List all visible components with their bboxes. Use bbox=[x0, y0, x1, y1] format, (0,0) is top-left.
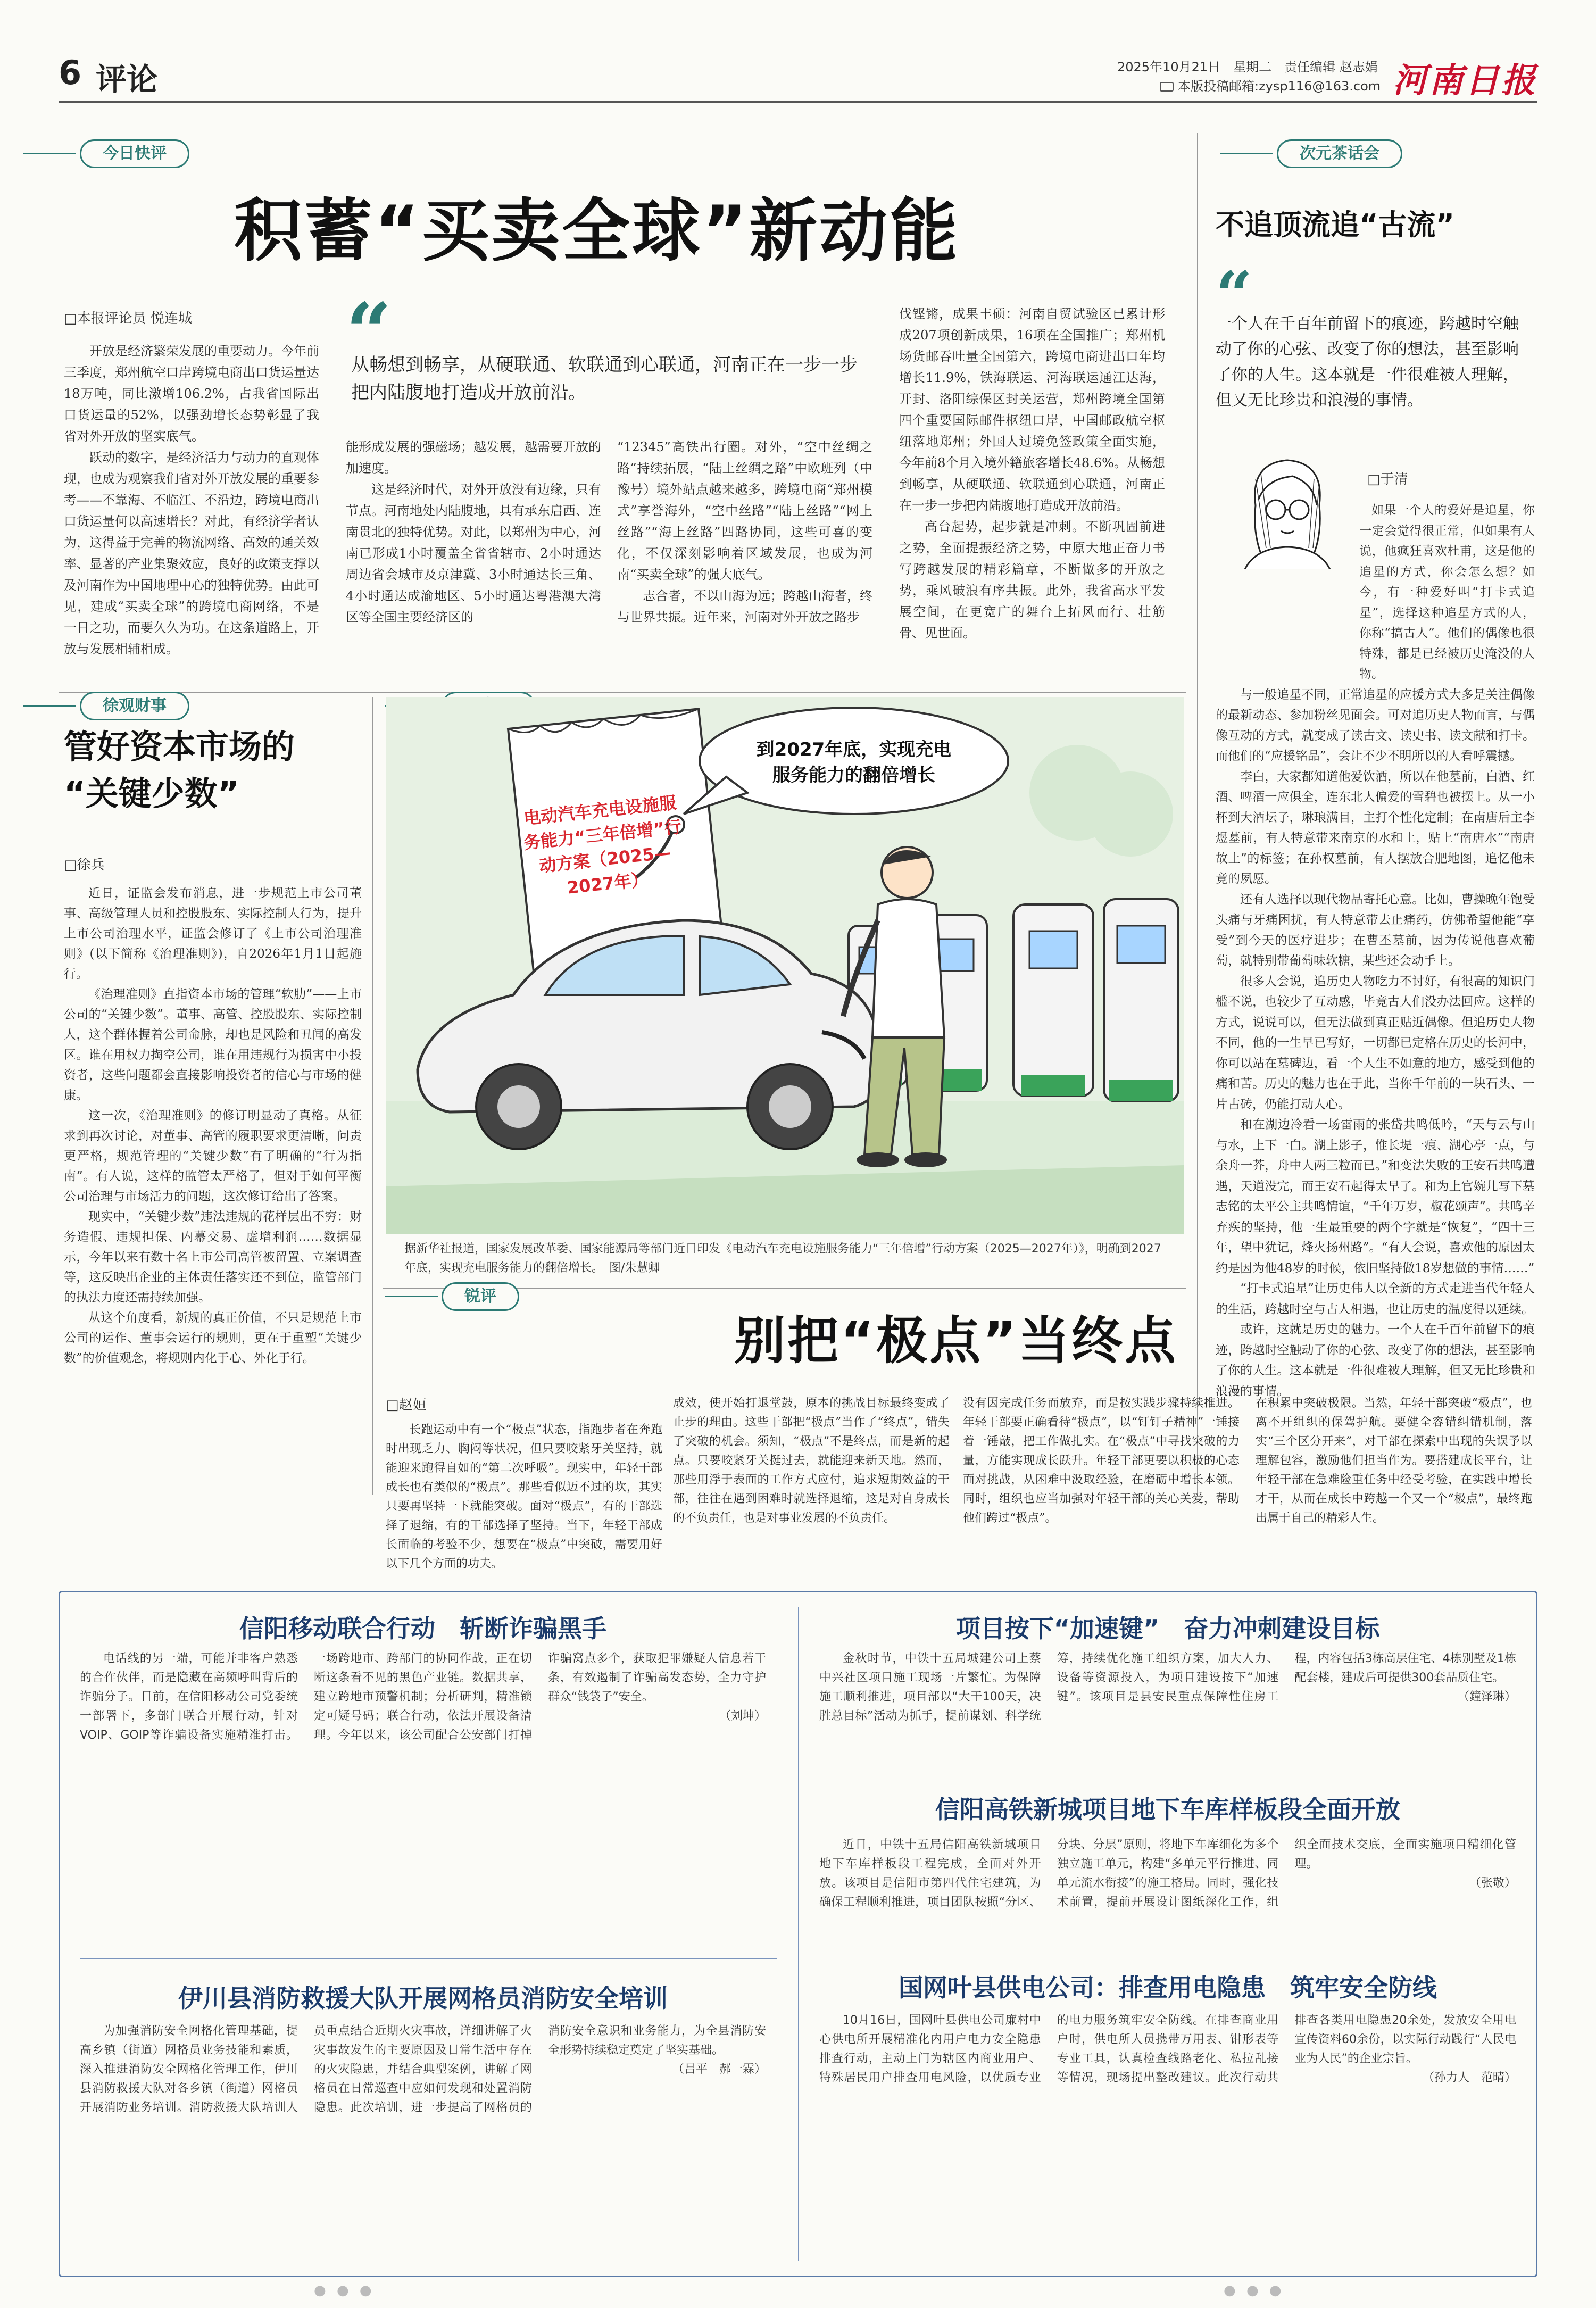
column-divider bbox=[1197, 133, 1198, 1495]
email-text: 本版投稿邮箱:zysp116@163.com bbox=[1178, 79, 1381, 94]
envelope-icon bbox=[1160, 82, 1174, 92]
news-title-1: 信阳移动联合行动 斩断诈骗黑手 bbox=[239, 1614, 606, 1643]
paragraph: 与一般追星不同，正常追星的应援方式大多是关注偶像的最新动态、参加粉丝见面会。可对追历史人物而言，与偶像互动的方式，就变成了读古文、读史书、读文献和打卡。而他们的“应援铭品”，会让不少不明所以的人看呼震撼。 bbox=[1216, 687, 1535, 763]
paragraph: 或许，这就是历史的魅力。一个人在千百年前留下的痕迹，跨越时空触动了你的心弦、改变了你的想法，甚至影响了你的人生。这本就是一件很难被人理解，但又无比珍贵和浪漫的事情。 bbox=[1216, 1323, 1535, 1398]
doc-title: 电动汽车充电设施服务能力“三年倍增”行动方案（2025—2027年） bbox=[522, 792, 683, 898]
paragraph: “12345”高铁出行圈。对外，“空中丝绸之路”持续拓展，“陆上丝绸之路”中欧班列（中豫号）境外站点越来越多，跨境电商“郑州模式”享誉海外，“空中丝路”“陆上丝路”“网上丝路”“海上丝路”四路协同，这些可喜的变化，不仅深刻影响着区域发展，也成为河南“买卖全球”的强大底气。 bbox=[617, 439, 872, 582]
paragraph: 为加强消防安全网格化管理基础，提高乡镇（街道）网格员业务技能和素质，深入推进消防安全网格化管理工作，伊川县消防救援大队对各乡镇（街道）网格员开展消防业务培训。消防救援大队培训人员重点结合近期火灾事故，详细讲解了火灾事故发生的主要原因及日常生活中存在的火灾隐患，并结合典型案例，讲解了网格员在日常巡查中应如何发现和处置消防隐患。此次培训，进一步提高了网格员的消防安全意识和业务能力，为全县消防安全形势持续稳定奠定了坚实基础。 bbox=[80, 2024, 766, 2114]
section-divider bbox=[80, 1958, 777, 1959]
page-number: 6 bbox=[59, 53, 82, 92]
xu-tag: 徐观财事 bbox=[80, 692, 189, 720]
xu-title bbox=[64, 724, 295, 817]
lead-col3 bbox=[617, 436, 872, 628]
lead-col1 bbox=[64, 341, 319, 660]
news-body-4 bbox=[819, 2011, 1516, 2251]
footer-dots-right: ● ● ● bbox=[1224, 2282, 1285, 2298]
quote-open-icon: “ bbox=[346, 286, 392, 379]
news-credit: （刘坤） bbox=[719, 1709, 766, 1723]
paragraph: 10月16日，国网叶县供电公司廉村中心供电所开展精准化内用户电力安全隐患排查行动，主动上门为辖区内商业用户、特殊居民用户排查用电风险，以优质专业的电力服务筑牢安全防线。在排查商业用户时，供电所人员携带万用表、钳形表等专业工具，认真检查线路老化、私拉乱接等情况，现场提出整改建议。此次行动共排查各类用电隐患20余处，发放安全用电宣传资料60余份，以实际行动践行“人民电业为人民”的企业宗旨。 bbox=[819, 2014, 1516, 2085]
rui-tag: 锐评 bbox=[442, 1282, 519, 1311]
email-line bbox=[1160, 76, 1381, 94]
column-divider bbox=[372, 697, 373, 1495]
paragraph: 金秋时节，中铁十五局城建公司上蔡中兴社区项目施工现场一片繁忙。为保障施工顺利推进，项目部以“大干100天，决胜总目标”活动为抓手，提前谋划、科学统筹，持续优化施工组织方案，加大人力、设备等资源投入，为项目建设按下“加速键”。该项目是县安民重点保障性住房工程，内容包括3栋高层住宅、4栋别墅及1栋配套楼，建成后可提供300套品质住宅。 bbox=[819, 1652, 1516, 1723]
rui-col1: 长跑运动中有一个“极点”状态，指跑步者在奔跑时出现乏力、胸闷等状况，但只要咬紧牙关坚持，就能迎来跑得自如的“第二次呼吸”。现实中，年轻干部成长也有类似的“极点”。那些看似迈不过的坎，其实只要再坚持一下就能突破。面对“极点”，有的干部选择了退缩，有的干部选择了坚持。当下，年轻干部成长面临的考验不少，想要在“极点”中突破，需要用好以下几个方面的功夫。 bbox=[386, 1423, 662, 1571]
xu-title-line1: 管好资本市场的 bbox=[64, 727, 295, 766]
paragraph: 这是经济时代，对外开放没有边缘，只有节点。河南地处内陆腹地，具有承东启西、连南贯北的独特优势。对此，以郑州为中心，河南已形成1小时覆盖全省省辖市、2小时通达周边省会城市及京津冀、3小时通达长三角、4小时通达成渝地区、5小时通达粤港澳大湾区等全国主要经济区的 bbox=[346, 482, 601, 625]
paragraph: 这一次，《治理准则》的修订明显动了真格。从征求到再次讨论，对董事、高管的履职要求更清晰，问责更严格，规范管理的“关键少数”有了明确的“行为指南”。有人说，这样的监管太严格了，但对于如何平衡公司治理与市场活力的问题，这次修订给出了答案。 bbox=[64, 1109, 362, 1203]
rui-col3: 没有因完成任务而放弃，而是按实践步骤持续推进。年轻干部要正确看待“极点”，以“钉钉子精神”一锤接着一锤敲，把工作做扎实。在“极点”中寻找突破的力量，方能实现成长跃升。年轻干部更要以积极的心态面对挑战，从困难中汲取经验，在磨砺中增长本领。同时，组织也应当加强对年轻干部的关心关爱，帮助他们跨过“极点”。 bbox=[963, 1397, 1240, 1525]
paragraph: 志合者，不以山海为远；跨越山海者，终与世界共振。近年来，河南对外开放之路步 bbox=[617, 588, 872, 625]
news-credit: （鐘泽琳） bbox=[1457, 1690, 1516, 1704]
date-line: 2025年10月21日 星期二 责任编辑 赵志娟 bbox=[1117, 60, 1378, 74]
lead-col2 bbox=[346, 436, 601, 628]
section-divider bbox=[59, 692, 1186, 693]
side-tag: 次元茶话会 bbox=[1277, 139, 1402, 168]
rui-title: 别把“极点”当终点 bbox=[734, 1311, 1178, 1371]
news-credit: （张敬） bbox=[1469, 1877, 1516, 1890]
section-name: 评论 bbox=[96, 61, 158, 97]
side-byline: □于清 bbox=[1367, 471, 1408, 487]
lead-col4 bbox=[899, 303, 1165, 644]
paragraph: 还有人选择以现代物品寄托心意。比如，曹操晚年饱受头痛与牙痛困扰，有人特意带去止痛药，仿佛希望他能“享受”到今天的医疗进步；在曹丕墓前，因为传说他喜欢葡萄，就特别带葡萄味软糖，某些还会动手上。 bbox=[1216, 892, 1535, 968]
rui-col4: 在积累中突破极限。当然，年轻干部突破“极点”，也离不开组织的保驾护航。要健全容错纠错机制，落实“三个区分开来”，对干部在探索中出现的失误予以理解包容，激励他们担当作为。要搭建成长平台，让年轻干部在急难险重任务中经受考验，在实践中增长才干，从而在成长中跨越一个又一个“极点”，最终跑出属于自己的精彩人生。 bbox=[1256, 1397, 1532, 1525]
paragraph: 伐铿锵，成果丰硕：河南自贸试验区已累计形成207项创新成果，16项在全国推广；郑州机场货邮吞吐量全国第六，跨境电商进出口年均增长11.9%，铁海联运、河海联运通江达海，开封、洛阳综保区封关运营，郑州跨境全国第四个重要国际邮件枢纽口岸，中国邮政航空枢纽落地郑州；外国人过境免签政策全面实施，今年前8个月入境外籍旅客增长48.6%。从畅想到畅享，从硬联通、软联通到心联通，河南正在一步一步把内陆腹地打造成开放前沿。 bbox=[899, 306, 1165, 513]
paragraph: 现实中，“关键少数”违法违规的花样层出不穷：财务造假、违规担保、内幕交易、虚增利润……数据显示，今年以来有数十名上市公司高管被留置、立案调查等，这反映出企业的主体责任落实还不到位，监管部门的执法力度还需持续加强。 bbox=[64, 1210, 362, 1305]
xu-title-line2: “关键少数” bbox=[64, 774, 239, 813]
rui-col2: 成效，使开始打退堂鼓，原本的挑战目标最终变成了止步的理由。这些干部把“极点”当作了“终点”，错失了突破的机会。须知，“极点”不是终点，而是新的起点。只要咬紧牙关挺过去，就能迎来新天地。然而，那些用浮于表面的工作方式应付，追求短期效益的干部，往往在遇到困难时就选择退缩，这是对自身成长的不负责任，也是对事业发展的不负责任。 bbox=[673, 1397, 950, 1525]
paragraph: “打卡式追星”让历史伟人以全新的方式走进当代年轻人的生活，跨越时空与古人相遇，也让历史的温度得以延续。 bbox=[1216, 1282, 1535, 1316]
news-body-3 bbox=[819, 1836, 1516, 1953]
news-credit: （吕平 郝一霖） bbox=[672, 2063, 766, 2076]
side-body bbox=[1216, 500, 1535, 1401]
lead-tag: 今日快评 bbox=[80, 139, 189, 168]
quote-open-icon: “ bbox=[1216, 258, 1253, 333]
paragraph: 开放是经济繁荣发展的重要动力。今年前三季度，郑州航空口岸跨境电商出口货运量达18万吨，同比激增106.2%，占我省国际出口货运量的52%，以强劲增长态势彰显了我省对外开放的坚实底气。 bbox=[64, 344, 319, 444]
paragraph: 如果一个人的爱好是追星，你一定会觉得很正常，但如果有人说，他疯狂喜欢杜甫，这是他的追星的方式，你会怎么想？如今，有一种爱好叫“打卡式追星”，选择这种追星方式的人，你称“搞古人”。他们的偶像也很特殊，都是已经被历史淹没的人物。 bbox=[1359, 503, 1535, 681]
masthead bbox=[59, 53, 1537, 101]
paragraph: 高台起势，起步就是冲刺。不断巩固前进之势，全面提振经济之势，中原大地正奋力书写跨越发展的精彩篇章，不断做多的开放之势，乘风破浪有序共振。此外，我省高水平发展空间，在更宽广的舞台上拓风而行、壮筋骨、见世面。 bbox=[899, 519, 1165, 641]
lead-byline: □本报评论员 悦连城 bbox=[64, 311, 192, 327]
news-title-4: 国网叶县供电公司：排查用电隐患 筑牢安全防线 bbox=[899, 1973, 1437, 2002]
news-title-3: 信阳高铁新城项目地下车库样板段全面开放 bbox=[935, 1795, 1400, 1824]
paragraph: 能形成发展的强磁场；越发展，越需要开放的加速度。 bbox=[346, 439, 601, 476]
comic-caption: 据新华社报道，国家发展改革委、国家能源局等部门近日印发《电动汽车充电设施服务能力“三年倍增”行动方案（2025—2027年）》，明确到2027年底，实现充电服务能力的翻倍增长。 图/朱慧卿 bbox=[404, 1242, 1161, 1275]
paragraph: 近日，证监会发布消息，进一步规范上市公司董事、高级管理人员和控股股东、实际控制人行为，提升上市公司治理水平，证监会修订了《上市公司治理准则》(以下简称《治理准则》)，自2026年1月1日起施行。 bbox=[64, 886, 362, 981]
paragraph: 和在湖边冷看一场雷雨的张岱共鸣低吟，“天与云与山与水，上下一白。湖上影子，惟长堤一痕、湖心亭一点，与余舟一芥，舟中人两三粒而已。”和变法失败的王安石共鸣遭遇，天道没完，而王安石起得太早了。和为上官婉儿写下墓志铭的太平公主共鸣情谊，“千年万岁，椒花颂声”。共鸣辛弃疾的坚持，他一生最重要的两个字就是“恢复”，“四十三年，望中犹记，烽火扬州路”。“有人会说，喜欢他的原因太约是因为他48岁的时候，依旧坚持做18岁想做的事情……” bbox=[1216, 1118, 1535, 1275]
news-body-2 bbox=[819, 1649, 1516, 1772]
paragraph: 从这个角度看，新规的真正价值，不只是规范上市公司的运作、董事会运行的规则，更在于重塑“关键少数”的价值观念，将规则内化于心、外化于行。 bbox=[64, 1311, 362, 1365]
news-body-1 bbox=[80, 1649, 766, 1947]
paragraph: 《治理准则》直指资本市场的管理“软肋”——上市公司的“关键少数”。董事、高管、控股股东、实际控制人，这个群体握着公司命脉，却也是风险和丑闻的高发区。谁在用权力掏空公司，谁在用违规行为损害中小投资者，这些问题都会直接影响投资者的信心与市场的健康。 bbox=[64, 987, 362, 1102]
xu-byline: □徐兵 bbox=[64, 857, 105, 873]
rui-byline: □赵姮 bbox=[386, 1397, 427, 1413]
paragraph: 很多人会说，追历史人物吃力不讨好，有很高的知识门槛不说，也较少了互动感，毕竟古人们没办法回应。这样的方式，说说可以，但无法做到真正贴近偶像。但追历史人物不同，他的一生早已写好，一切都已定格在历史的长河中，你可以站在墓碑边，看一个人生不如意的地方，感受到他的痛和苦。历史的魅力也在于此，当你千年前的一块石头、一片古砖，仍能打动人心。 bbox=[1216, 974, 1535, 1111]
paragraph: 近日，中铁十五局信阳高铁新城项目地下车库样板段工程完成，全面对外开放。该项目是信阳市第四代住宅建筑，为确保工程顺利推进，项目团队按照“分区、分块、分层”原则，将地下车库细化为多个独立施工单元，构建“多单元平行推进、同单元流水衔接”的施工格局。同时，强化技术前置，提前开展设计图纸深化工作，组织全面技术交底，全面实施项目精细化管理。 bbox=[819, 1838, 1516, 1909]
news-title-5: 伊川县消防救援大队开展网格员消防安全培训 bbox=[178, 1984, 668, 2013]
news-title-2: 项目按下“加速键” 奋力冲刺建设目标 bbox=[955, 1614, 1380, 1643]
column-divider bbox=[798, 1607, 799, 2261]
side-quote: 一个人在千百年前留下的痕迹，跨越时空触动了你的心弦、改变了你的想法，甚至影响了你的人生。这本就是一件很难被人理解，但又无比珍贵和浪漫的事情。 bbox=[1216, 314, 1519, 410]
xu-body bbox=[64, 883, 362, 1368]
comic-illustration bbox=[386, 697, 1184, 1234]
footer-dots-left: ● ● ● bbox=[314, 2282, 375, 2298]
speech-bubble-text: 到2027年底，实现充电服务能力的翻倍增长 bbox=[756, 739, 952, 786]
pullquote-text: 从畅想到畅享，从硬联通、软联通到心联通，河南正在一步一步把内陆腹地打造成开放前沿。 bbox=[351, 354, 858, 403]
news-credit: （孙力人 范晴） bbox=[1422, 2071, 1516, 2085]
news-body-5 bbox=[80, 2022, 766, 2256]
side-title: 不追顶流追“古流” bbox=[1216, 208, 1454, 242]
paragraph: 跃动的数字，是经济活力与动力的直观体现，也成为观察我们省对外开放发展的重要参考——不靠海、不临江、不沿边，跨境电商出口货运量何以高速增长？对此，有经济学者认为，这得益于完善的物流网络、高效的通关效率、显著的产业集聚效应，良好的政策支撑以及河南作为中国地理中心的独特优势。由此可见，建成“买卖全球”的跨境电商网络，不是一日之功，而要久久为功。在这条道路上，开放与发展相辅相成。 bbox=[64, 450, 319, 657]
masthead-rule bbox=[59, 101, 1537, 103]
paragraph: 李白，大家都知道他爱饮酒，所以在他墓前，白酒、红酒、啤酒一应俱全，连东北人偏爱的雪碧也被摆上。从一小杯到大酒坛子，琳琅满目，主打个性化定制；在南唐后主李煜墓前，有人特意带来南京的水和土，贴上“南唐水”“南唐故土”的标签；在孙权墓前，有人摆放合肥地图，追忆他未竟的夙愿。 bbox=[1216, 769, 1535, 886]
newspaper-logo: 河南日报 bbox=[1393, 61, 1537, 101]
pullquote bbox=[346, 286, 878, 410]
paragraph: 电话线的另一端，可能并非客户熟悉的合作伙伴，而是隐藏在高频呼叫背后的诈骗分子。日前，在信阳移动公司党委统一部署下，多部门联合开展行动，针对VOIP、GOIP等诈骗设备实施精准打击。一场跨地市、跨部门的协同作战，正在切断这条看不见的黑色产业链。数据共享，建立跨地市预警机制；分析研判，精准锁定可疑号码；联合行动，依法开展设备清理。今年以来，该公司配合公安部门打掉诈骗窝点多个，获取犯罪嫌疑人信息若干条，有效遏制了诈骗高发态势，全力守护群众“钱袋子”安全。 bbox=[80, 1652, 766, 1742]
lead-title: 积蓄“买卖全球”新动能 bbox=[234, 192, 960, 271]
